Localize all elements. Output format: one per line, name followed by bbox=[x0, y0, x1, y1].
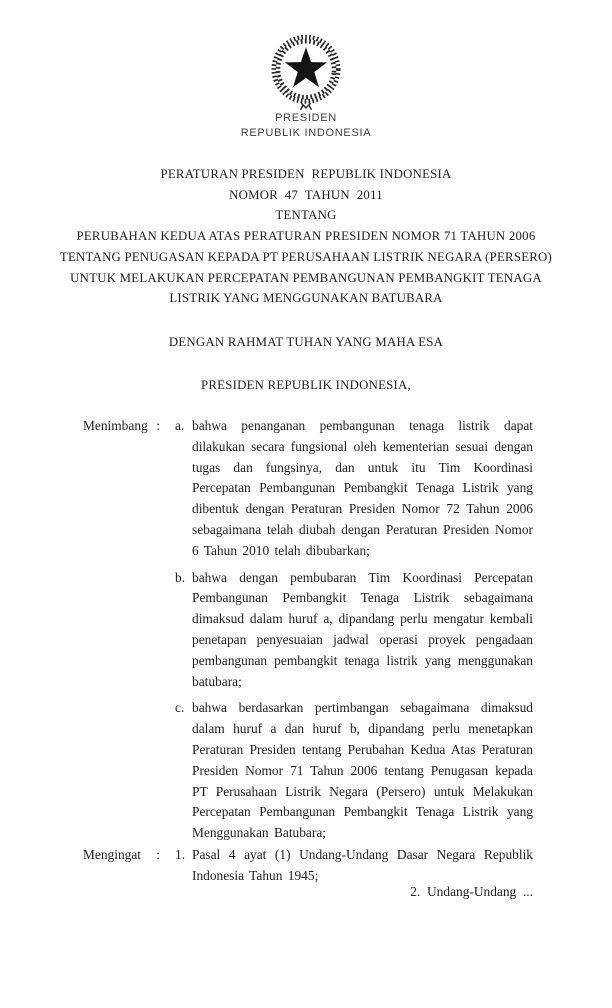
considering-item-b bbox=[175, 568, 533, 693]
considering-section bbox=[83, 416, 533, 844]
title-line-7: LISTRIK YANG MENGGUNAKAN BATUBARA bbox=[169, 291, 443, 306]
title-line-4: PERUBAHAN KEDUA ATAS PERATURAN PRESIDEN NOMOR 71 TAHUN 2006 bbox=[76, 229, 536, 244]
item-marker: b. bbox=[175, 569, 186, 585]
title-line-5: TENTANG PENUGASAN KEPADA PT PERUSAHAAN LISTRIK NEGARA (PERSERO) bbox=[59, 249, 553, 264]
recalling-item-1 bbox=[175, 845, 533, 887]
item-marker: 1. bbox=[175, 847, 186, 862]
letterhead-line-republik: REPUBLIK INDONESIA bbox=[240, 127, 372, 139]
letterhead-line-presiden: PRESIDEN bbox=[275, 112, 337, 124]
item-text: bahwa penanganan pembangunan tenaga listrik dapat dilakukan secara fungsional oleh kementerian sesuai dengan tugas dan fungsinya, dan untuk itu Tim Koordinasi Percepatan Pembangunan Pembangkit Tenaga Listrik yang dibentuk dengan Peraturan Presiden Nomor 72 Tahun 2006 sebagaimana telah diubah dengan Peraturan Presiden Nomor 6 Tahun 2010 telah dibubarkan; bbox=[192, 418, 533, 558]
recalling-label-colon: : bbox=[156, 847, 160, 862]
item-text: Pasal 4 ayat (1) Undang-Undang Dasar Negara Republik Indonesia Tahun 1945; bbox=[192, 847, 533, 883]
considering-item-a bbox=[175, 416, 533, 562]
title-line-2: NOMOR 47 TAHUN 2011 bbox=[229, 187, 383, 202]
invocation-line: DENGAN RAHMAT TUHAN YANG MAHA ESA bbox=[168, 335, 444, 349]
regulation-title bbox=[0, 164, 612, 309]
recalling-label bbox=[83, 845, 160, 887]
presidential-seal bbox=[260, 26, 352, 123]
catchword: 2. Undang-Undang ... bbox=[410, 884, 533, 899]
star-icon bbox=[285, 47, 327, 87]
item-text: bahwa dengan pembubaran Tim Koordinasi Percepatan Pembangunan Pembangkit Tenaga Listrik sebagaimana dimaksud dalam huruf a, dipandang perlu mengatur kembali penetapan penyesuaian jadwal operasi proyek pengadaan pembangunan pembangkit tenaga listrik yang menggunakan batubara; bbox=[192, 569, 533, 689]
item-marker: c. bbox=[175, 700, 185, 716]
item-marker: a. bbox=[175, 418, 185, 433]
authority-line: PRESIDEN REPUBLIK INDONESIA, bbox=[201, 378, 411, 392]
item-text: bahwa berdasarkan pertimbangan sebagaimana dimaksud dalam huruf a dan huruf b, dipandang perlu menetapkan Peraturan Presiden tentang Perubahan Kedua Atas Peraturan Presiden Nomor 71 Tahun 2006 tentang Penugasan kepada PT Perusahaan Listrik Negara (Persero) untuk Melakukan Percepatan Pembangunan Pembangkit Tenaga Listrik yang Menggunakan Batubara; bbox=[192, 700, 533, 841]
considering-label-colon: : bbox=[156, 418, 160, 433]
considering-label-word: Menimbang bbox=[83, 418, 148, 433]
recalling-section bbox=[83, 845, 533, 887]
considering-item-c bbox=[175, 698, 533, 844]
title-line-1: PERATURAN PRESIDEN REPUBLIK INDONESIA bbox=[160, 167, 452, 181]
considering-label bbox=[83, 416, 160, 844]
considering-items bbox=[175, 416, 533, 844]
title-line-3: TENTANG bbox=[275, 208, 337, 223]
title-line-6: UNTUK MELAKUKAN PERCEPATAN PEMBANGUNAN PEMBANGKIT TENAGA bbox=[70, 270, 542, 285]
letterhead bbox=[0, 111, 612, 141]
recalling-items bbox=[175, 845, 533, 887]
presidential-star-wreath-seal-icon bbox=[260, 26, 352, 118]
recalling-label-word: Mengingat bbox=[83, 847, 142, 862]
